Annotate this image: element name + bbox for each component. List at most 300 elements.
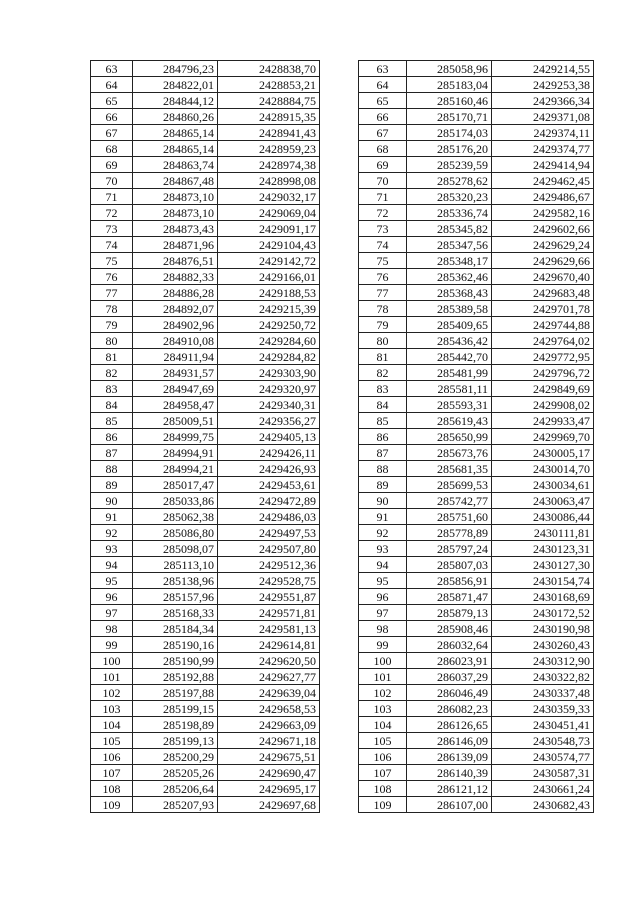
y-coordinate-cell: 2429069,04 <box>218 205 320 221</box>
point-number-cell: 85 <box>359 413 407 429</box>
y-coordinate-cell: 2430172,52 <box>492 605 594 621</box>
x-coordinate-cell: 285113,10 <box>133 557 218 573</box>
y-coordinate-cell: 2429303,90 <box>218 365 320 381</box>
x-coordinate-cell: 285436,42 <box>407 333 492 349</box>
x-coordinate-cell: 285699,53 <box>407 477 492 493</box>
coordinate-table-left-body <box>91 61 320 813</box>
point-number-cell: 68 <box>359 141 407 157</box>
table-row <box>91 365 320 381</box>
y-coordinate-cell: 2430168,69 <box>492 589 594 605</box>
point-number-cell: 63 <box>91 61 133 77</box>
point-number-cell: 100 <box>91 653 133 669</box>
y-coordinate-cell: 2429215,39 <box>218 301 320 317</box>
x-coordinate-cell: 285336,74 <box>407 205 492 221</box>
point-number-cell: 98 <box>359 621 407 637</box>
y-coordinate-cell: 2429620,50 <box>218 653 320 669</box>
x-coordinate-cell: 285278,62 <box>407 173 492 189</box>
table-row <box>359 269 594 285</box>
x-coordinate-cell: 286046,49 <box>407 685 492 701</box>
y-coordinate-cell: 2428853,21 <box>218 77 320 93</box>
y-coordinate-cell: 2429166,01 <box>218 269 320 285</box>
point-number-cell: 78 <box>91 301 133 317</box>
point-number-cell: 92 <box>359 525 407 541</box>
table-row <box>359 669 594 685</box>
x-coordinate-cell: 284911,94 <box>133 349 218 365</box>
point-number-cell: 107 <box>359 765 407 781</box>
table-row <box>91 317 320 333</box>
x-coordinate-cell: 286032,64 <box>407 637 492 653</box>
x-coordinate-cell: 284876,51 <box>133 253 218 269</box>
y-coordinate-cell: 2430337,48 <box>492 685 594 701</box>
point-number-cell: 81 <box>359 349 407 365</box>
y-coordinate-cell: 2430548,73 <box>492 733 594 749</box>
x-coordinate-cell: 284886,28 <box>133 285 218 301</box>
point-number-cell: 89 <box>359 477 407 493</box>
table-row <box>359 685 594 701</box>
x-coordinate-cell: 284999,75 <box>133 429 218 445</box>
y-coordinate-cell: 2429032,17 <box>218 189 320 205</box>
point-number-cell: 83 <box>91 381 133 397</box>
x-coordinate-cell: 286146,09 <box>407 733 492 749</box>
point-number-cell: 87 <box>91 445 133 461</box>
point-number-cell: 67 <box>91 125 133 141</box>
table-row <box>359 301 594 317</box>
point-number-cell: 72 <box>359 205 407 221</box>
point-number-cell: 103 <box>359 701 407 717</box>
table-row <box>91 445 320 461</box>
table-row <box>359 285 594 301</box>
y-coordinate-cell: 2429497,53 <box>218 525 320 541</box>
y-coordinate-cell: 2430005,17 <box>492 445 594 461</box>
y-coordinate-cell: 2429486,03 <box>218 509 320 525</box>
point-number-cell: 102 <box>359 685 407 701</box>
y-coordinate-cell: 2430086,44 <box>492 509 594 525</box>
table-row <box>91 429 320 445</box>
y-coordinate-cell: 2429690,47 <box>218 765 320 781</box>
point-number-cell: 107 <box>91 765 133 781</box>
point-number-cell: 106 <box>359 749 407 765</box>
y-coordinate-cell: 2429639,04 <box>218 685 320 701</box>
point-number-cell: 108 <box>359 781 407 797</box>
x-coordinate-cell: 286140,39 <box>407 765 492 781</box>
y-coordinate-cell: 2429683,48 <box>492 285 594 301</box>
point-number-cell: 104 <box>91 717 133 733</box>
point-number-cell: 104 <box>359 717 407 733</box>
table-row <box>359 589 594 605</box>
y-coordinate-cell: 2429796,72 <box>492 365 594 381</box>
point-number-cell: 86 <box>91 429 133 445</box>
table-row <box>91 173 320 189</box>
x-coordinate-cell: 284871,96 <box>133 237 218 253</box>
y-coordinate-cell: 2429507,80 <box>218 541 320 557</box>
y-coordinate-cell: 2429764,02 <box>492 333 594 349</box>
x-coordinate-cell: 285184,34 <box>133 621 218 637</box>
y-coordinate-cell: 2430587,31 <box>492 765 594 781</box>
x-coordinate-cell: 285062,38 <box>133 509 218 525</box>
table-row <box>91 61 320 77</box>
table-row <box>91 717 320 733</box>
x-coordinate-cell: 285176,20 <box>407 141 492 157</box>
point-number-cell: 75 <box>91 253 133 269</box>
y-coordinate-cell: 2429142,72 <box>218 253 320 269</box>
point-number-cell: 93 <box>91 541 133 557</box>
y-coordinate-cell: 2429908,02 <box>492 397 594 413</box>
y-coordinate-cell: 2429744,88 <box>492 317 594 333</box>
table-row <box>91 157 320 173</box>
table-row <box>91 749 320 765</box>
y-coordinate-cell: 2428941,43 <box>218 125 320 141</box>
point-number-cell: 95 <box>359 573 407 589</box>
x-coordinate-cell: 285409,65 <box>407 317 492 333</box>
table-row <box>91 765 320 781</box>
point-number-cell: 98 <box>91 621 133 637</box>
table-row <box>91 589 320 605</box>
y-coordinate-cell: 2430111,81 <box>492 525 594 541</box>
coordinate-table-left <box>90 60 320 813</box>
point-number-cell: 82 <box>91 365 133 381</box>
point-number-cell: 91 <box>359 509 407 525</box>
y-coordinate-cell: 2429582,16 <box>492 205 594 221</box>
point-number-cell: 65 <box>359 93 407 109</box>
x-coordinate-cell: 284867,48 <box>133 173 218 189</box>
table-row <box>91 797 320 813</box>
x-coordinate-cell: 285442,70 <box>407 349 492 365</box>
point-number-cell: 66 <box>91 109 133 125</box>
point-number-cell: 105 <box>359 733 407 749</box>
point-number-cell: 73 <box>359 221 407 237</box>
x-coordinate-cell: 284958,47 <box>133 397 218 413</box>
y-coordinate-cell: 2428959,23 <box>218 141 320 157</box>
x-coordinate-cell: 285797,24 <box>407 541 492 557</box>
table-row <box>359 189 594 205</box>
x-coordinate-cell: 285778,89 <box>407 525 492 541</box>
point-number-cell: 80 <box>91 333 133 349</box>
x-coordinate-cell: 284882,33 <box>133 269 218 285</box>
x-coordinate-cell: 285157,96 <box>133 589 218 605</box>
table-row <box>359 381 594 397</box>
point-number-cell: 76 <box>91 269 133 285</box>
table-row <box>359 637 594 653</box>
table-row <box>91 141 320 157</box>
x-coordinate-cell: 285058,96 <box>407 61 492 77</box>
y-coordinate-cell: 2430034,61 <box>492 477 594 493</box>
point-number-cell: 99 <box>91 637 133 653</box>
x-coordinate-cell: 284873,10 <box>133 205 218 221</box>
x-coordinate-cell: 284931,57 <box>133 365 218 381</box>
table-row <box>91 573 320 589</box>
table-row <box>91 349 320 365</box>
table-row <box>359 349 594 365</box>
x-coordinate-cell: 285192,88 <box>133 669 218 685</box>
y-coordinate-cell: 2430574,77 <box>492 749 594 765</box>
table-row <box>359 413 594 429</box>
table-row <box>359 221 594 237</box>
point-number-cell: 88 <box>91 461 133 477</box>
point-number-cell: 86 <box>359 429 407 445</box>
point-number-cell: 67 <box>359 125 407 141</box>
table-row <box>359 109 594 125</box>
point-number-cell: 99 <box>359 637 407 653</box>
y-coordinate-cell: 2429426,11 <box>218 445 320 461</box>
x-coordinate-cell: 285205,26 <box>133 765 218 781</box>
table-row <box>91 253 320 269</box>
table-row <box>91 557 320 573</box>
x-coordinate-cell: 284902,96 <box>133 317 218 333</box>
x-coordinate-cell: 285183,04 <box>407 77 492 93</box>
y-coordinate-cell: 2429663,09 <box>218 717 320 733</box>
y-coordinate-cell: 2429188,53 <box>218 285 320 301</box>
table-row <box>359 77 594 93</box>
x-coordinate-cell: 286023,91 <box>407 653 492 669</box>
point-number-cell: 77 <box>359 285 407 301</box>
point-number-cell: 97 <box>359 605 407 621</box>
point-number-cell: 89 <box>91 477 133 493</box>
x-coordinate-cell: 285190,16 <box>133 637 218 653</box>
x-coordinate-cell: 284822,01 <box>133 77 218 93</box>
point-number-cell: 68 <box>91 141 133 157</box>
x-coordinate-cell: 285098,07 <box>133 541 218 557</box>
y-coordinate-cell: 2430451,41 <box>492 717 594 733</box>
x-coordinate-cell: 285362,46 <box>407 269 492 285</box>
y-coordinate-cell: 2430260,43 <box>492 637 594 653</box>
table-row <box>359 125 594 141</box>
x-coordinate-cell: 285033,86 <box>133 493 218 509</box>
x-coordinate-cell: 285650,99 <box>407 429 492 445</box>
y-coordinate-cell: 2430123,31 <box>492 541 594 557</box>
y-coordinate-cell: 2429701,78 <box>492 301 594 317</box>
y-coordinate-cell: 2429551,87 <box>218 589 320 605</box>
x-coordinate-cell: 285199,15 <box>133 701 218 717</box>
point-number-cell: 92 <box>91 525 133 541</box>
x-coordinate-cell: 284947,69 <box>133 381 218 397</box>
y-coordinate-cell: 2429405,13 <box>218 429 320 445</box>
point-number-cell: 105 <box>91 733 133 749</box>
table-row <box>359 317 594 333</box>
x-coordinate-cell: 285673,76 <box>407 445 492 461</box>
point-number-cell: 82 <box>359 365 407 381</box>
y-coordinate-cell: 2428998,08 <box>218 173 320 189</box>
x-coordinate-cell: 286139,09 <box>407 749 492 765</box>
table-row <box>359 653 594 669</box>
x-coordinate-cell: 285207,93 <box>133 797 218 813</box>
point-number-cell: 90 <box>91 493 133 509</box>
x-coordinate-cell: 285581,11 <box>407 381 492 397</box>
table-row <box>359 365 594 381</box>
y-coordinate-cell: 2429849,69 <box>492 381 594 397</box>
point-number-cell: 73 <box>91 221 133 237</box>
y-coordinate-cell: 2428884,75 <box>218 93 320 109</box>
y-coordinate-cell: 2429658,53 <box>218 701 320 717</box>
point-number-cell: 87 <box>359 445 407 461</box>
table-row <box>91 733 320 749</box>
table-row <box>91 77 320 93</box>
point-number-cell: 106 <box>91 749 133 765</box>
table-row <box>91 221 320 237</box>
x-coordinate-cell: 284994,91 <box>133 445 218 461</box>
x-coordinate-cell: 285619,43 <box>407 413 492 429</box>
point-number-cell: 74 <box>91 237 133 253</box>
table-row <box>91 269 320 285</box>
y-coordinate-cell: 2429284,82 <box>218 349 320 365</box>
table-row <box>359 541 594 557</box>
x-coordinate-cell: 284892,07 <box>133 301 218 317</box>
x-coordinate-cell: 285879,13 <box>407 605 492 621</box>
point-number-cell: 84 <box>91 397 133 413</box>
x-coordinate-cell: 284860,26 <box>133 109 218 125</box>
x-coordinate-cell: 284873,43 <box>133 221 218 237</box>
y-coordinate-cell: 2429356,27 <box>218 413 320 429</box>
y-coordinate-cell: 2430127,30 <box>492 557 594 573</box>
table-row <box>359 429 594 445</box>
y-coordinate-cell: 2429581,13 <box>218 621 320 637</box>
point-number-cell: 91 <box>91 509 133 525</box>
coordinate-table-right-body <box>359 61 594 813</box>
table-row <box>359 701 594 717</box>
x-coordinate-cell: 285320,23 <box>407 189 492 205</box>
table-row <box>359 61 594 77</box>
point-number-cell: 94 <box>91 557 133 573</box>
point-number-cell: 66 <box>359 109 407 125</box>
table-row <box>359 621 594 637</box>
point-number-cell: 69 <box>359 157 407 173</box>
table-row <box>91 125 320 141</box>
y-coordinate-cell: 2428838,70 <box>218 61 320 77</box>
x-coordinate-cell: 285856,91 <box>407 573 492 589</box>
y-coordinate-cell: 2430014,70 <box>492 461 594 477</box>
y-coordinate-cell: 2429340,31 <box>218 397 320 413</box>
y-coordinate-cell: 2429670,40 <box>492 269 594 285</box>
point-number-cell: 109 <box>359 797 407 813</box>
x-coordinate-cell: 286121,12 <box>407 781 492 797</box>
y-coordinate-cell: 2429426,93 <box>218 461 320 477</box>
point-number-cell: 83 <box>359 381 407 397</box>
y-coordinate-cell: 2429614,81 <box>218 637 320 653</box>
table-row <box>91 109 320 125</box>
x-coordinate-cell: 285681,35 <box>407 461 492 477</box>
point-number-cell: 93 <box>359 541 407 557</box>
table-row <box>359 237 594 253</box>
y-coordinate-cell: 2429486,67 <box>492 189 594 205</box>
table-row <box>359 765 594 781</box>
x-coordinate-cell: 284865,14 <box>133 125 218 141</box>
point-number-cell: 109 <box>91 797 133 813</box>
point-number-cell: 64 <box>359 77 407 93</box>
x-coordinate-cell: 285389,58 <box>407 301 492 317</box>
table-row <box>359 797 594 813</box>
x-coordinate-cell: 285871,47 <box>407 589 492 605</box>
y-coordinate-cell: 2429629,24 <box>492 237 594 253</box>
y-coordinate-cell: 2429933,47 <box>492 413 594 429</box>
table-row <box>91 205 320 221</box>
point-number-cell: 79 <box>359 317 407 333</box>
point-number-cell: 77 <box>91 285 133 301</box>
y-coordinate-cell: 2430661,24 <box>492 781 594 797</box>
y-coordinate-cell: 2429695,17 <box>218 781 320 797</box>
table-row <box>91 333 320 349</box>
x-coordinate-cell: 285138,96 <box>133 573 218 589</box>
table-row <box>359 397 594 413</box>
table-row <box>91 413 320 429</box>
point-number-cell: 63 <box>359 61 407 77</box>
y-coordinate-cell: 2430063,47 <box>492 493 594 509</box>
x-coordinate-cell: 285086,80 <box>133 525 218 541</box>
x-coordinate-cell: 285908,46 <box>407 621 492 637</box>
point-number-cell: 76 <box>359 269 407 285</box>
x-coordinate-cell: 285347,56 <box>407 237 492 253</box>
table-row <box>91 701 320 717</box>
table-row <box>359 781 594 797</box>
table-row <box>359 557 594 573</box>
table-row <box>91 605 320 621</box>
y-coordinate-cell: 2429453,61 <box>218 477 320 493</box>
point-number-cell: 85 <box>91 413 133 429</box>
y-coordinate-cell: 2429091,17 <box>218 221 320 237</box>
point-number-cell: 95 <box>91 573 133 589</box>
x-coordinate-cell: 285345,82 <box>407 221 492 237</box>
x-coordinate-cell: 284873,10 <box>133 189 218 205</box>
y-coordinate-cell: 2429104,43 <box>218 237 320 253</box>
y-coordinate-cell: 2429571,81 <box>218 605 320 621</box>
x-coordinate-cell: 285017,47 <box>133 477 218 493</box>
point-number-cell: 101 <box>359 669 407 685</box>
x-coordinate-cell: 284863,74 <box>133 157 218 173</box>
table-row <box>359 477 594 493</box>
x-coordinate-cell: 285009,51 <box>133 413 218 429</box>
point-number-cell: 96 <box>359 589 407 605</box>
y-coordinate-cell: 2429214,55 <box>492 61 594 77</box>
table-row <box>91 525 320 541</box>
point-number-cell: 88 <box>359 461 407 477</box>
table-row <box>359 93 594 109</box>
y-coordinate-cell: 2429969,70 <box>492 429 594 445</box>
y-coordinate-cell: 2428915,35 <box>218 109 320 125</box>
table-row <box>91 93 320 109</box>
y-coordinate-cell: 2429772,95 <box>492 349 594 365</box>
point-number-cell: 101 <box>91 669 133 685</box>
table-row <box>91 685 320 701</box>
table-row <box>91 637 320 653</box>
table-row <box>91 189 320 205</box>
point-number-cell: 97 <box>91 605 133 621</box>
y-coordinate-cell: 2429602,66 <box>492 221 594 237</box>
table-row <box>91 381 320 397</box>
point-number-cell: 71 <box>91 189 133 205</box>
x-coordinate-cell: 286082,23 <box>407 701 492 717</box>
table-row <box>91 653 320 669</box>
point-number-cell: 78 <box>359 301 407 317</box>
x-coordinate-cell: 284796,23 <box>133 61 218 77</box>
point-number-cell: 96 <box>91 589 133 605</box>
y-coordinate-cell: 2429374,11 <box>492 125 594 141</box>
x-coordinate-cell: 285199,13 <box>133 733 218 749</box>
y-coordinate-cell: 2429414,94 <box>492 157 594 173</box>
table-row <box>91 477 320 493</box>
table-row <box>359 573 594 589</box>
point-number-cell: 81 <box>91 349 133 365</box>
point-number-cell: 94 <box>359 557 407 573</box>
table-row <box>91 541 320 557</box>
table-row <box>359 733 594 749</box>
y-coordinate-cell: 2430312,90 <box>492 653 594 669</box>
y-coordinate-cell: 2429320,97 <box>218 381 320 397</box>
table-row <box>359 605 594 621</box>
y-coordinate-cell: 2429374,77 <box>492 141 594 157</box>
table-row <box>359 461 594 477</box>
table-row <box>359 173 594 189</box>
point-number-cell: 90 <box>359 493 407 509</box>
y-coordinate-cell: 2430359,33 <box>492 701 594 717</box>
table-row <box>359 141 594 157</box>
